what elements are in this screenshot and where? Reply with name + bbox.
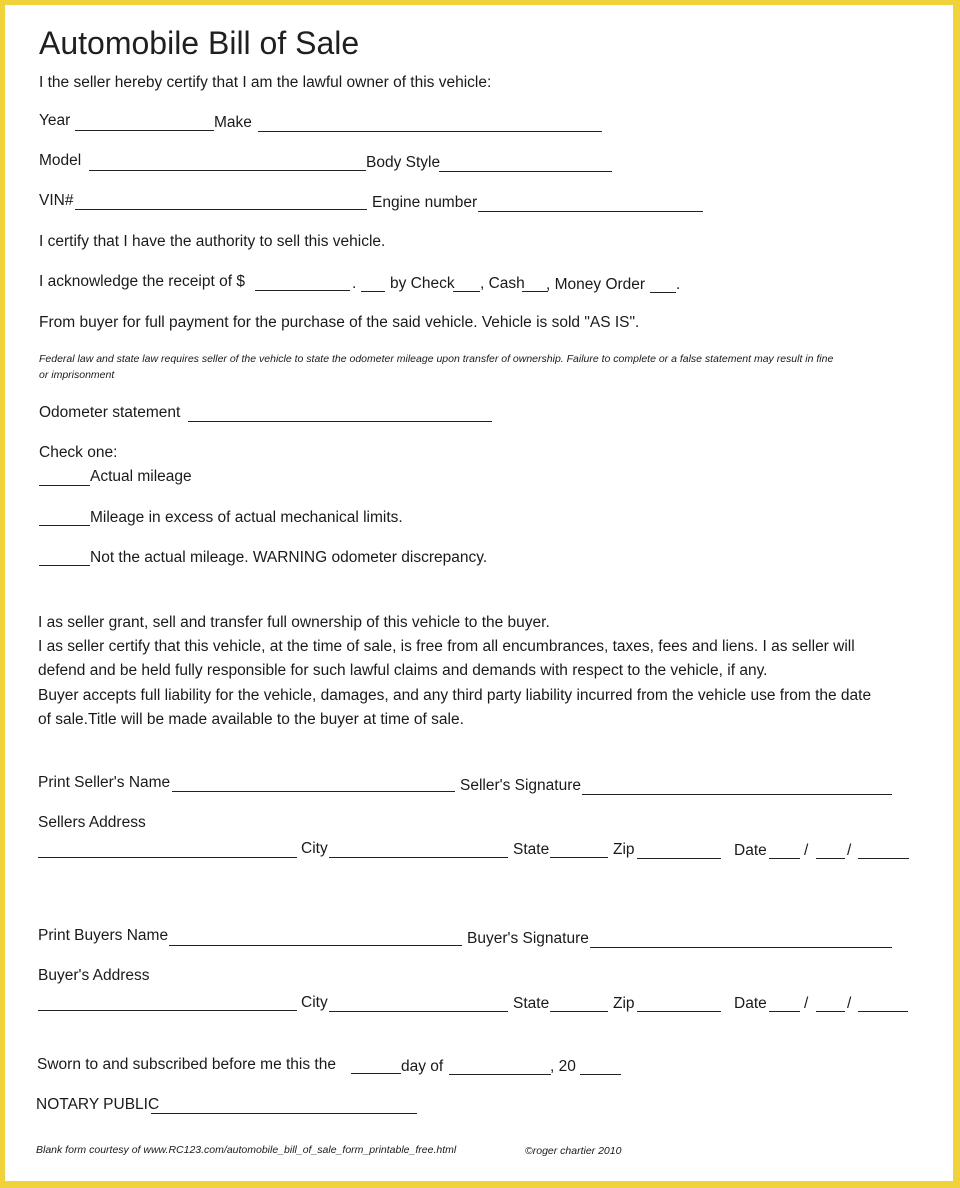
seller-date-slash-1: /	[804, 842, 809, 859]
seller-date-year-field[interactable]	[858, 858, 909, 859]
buyer-name-label: Print Buyers Name	[38, 927, 169, 944]
seller-state-label: State	[513, 841, 550, 858]
transfer-line: defend and be held fully responsible for such lawful claims and demands with respect to the vehicle, if any.	[38, 662, 768, 680]
sworn-text: Sworn to and subscribed before me this the	[37, 1056, 336, 1073]
buyer-city-field[interactable]	[329, 1011, 508, 1012]
seller-date-month-field[interactable]	[769, 858, 800, 859]
transfer-line: of sale.Title will be made available to the buyer at time of sale.	[38, 710, 464, 728]
odometer-field[interactable]	[188, 421, 492, 422]
buyer-signature-field[interactable]	[590, 947, 892, 948]
notary-field[interactable]	[151, 1113, 417, 1114]
seller-state-field[interactable]	[550, 857, 608, 858]
seller-zip-field[interactable]	[637, 858, 721, 859]
make-field[interactable]	[258, 131, 602, 132]
buyer-zip-field[interactable]	[637, 1011, 721, 1012]
by-check-label: by Check	[390, 275, 455, 292]
authority-text: I certify that I have the authority to sell this vehicle.	[39, 233, 386, 250]
engine-number-field[interactable]	[478, 211, 703, 212]
excess-mileage-checkbox[interactable]	[39, 525, 90, 526]
model-field[interactable]	[89, 170, 366, 171]
intro-text: I the seller hereby certify that I am the lawful owner of this vehicle:	[39, 74, 492, 91]
buyer-address-field[interactable]	[38, 1010, 297, 1011]
transfer-line: Buyer accepts full liability for the vehicle, damages, and any third party liability incurred from the vehicle use from the date	[38, 686, 872, 704]
body-style-field[interactable]	[439, 171, 612, 172]
seller-address-label: Sellers Address	[38, 814, 146, 831]
buyer-address-label: Buyer's Address	[38, 967, 150, 984]
receipt-label: I acknowledge the receipt of $	[39, 273, 245, 290]
seller-date-label: Date	[734, 842, 767, 859]
transfer-paragraph	[38, 611, 871, 732]
year-label: Year	[39, 112, 71, 129]
buyer-date-slash-1: /	[804, 995, 809, 1012]
sworn-month-field[interactable]	[449, 1074, 551, 1075]
cash-field[interactable]	[522, 291, 548, 292]
body-style-label: Body Style	[366, 154, 441, 171]
sworn-year-field[interactable]	[580, 1074, 621, 1075]
federal-notice-line-1: Federal law and state law requires seller of the vehicle to state the odometer mileage upon transfer of ownership. Failure to complete or a false statement may result in fine	[39, 353, 834, 365]
notary-label: NOTARY PUBLIC	[36, 1096, 160, 1113]
page-title: Automobile Bill of Sale	[39, 25, 360, 61]
buyer-date-label: Date	[734, 995, 767, 1012]
seller-signature-field[interactable]	[582, 794, 892, 795]
excess-mileage-option: Mileage in excess of actual mechanical limits.	[90, 509, 403, 526]
seller-name-label: Print Seller's Name	[38, 774, 171, 791]
buyer-date-slash-2: /	[847, 995, 852, 1012]
buyer-name-field[interactable]	[169, 945, 462, 946]
buyer-zip-label: Zip	[613, 995, 635, 1012]
transfer-line: I as seller grant, sell and transfer full ownership of this vehicle to the buyer.	[38, 614, 550, 631]
sworn-year-prefix: , 20	[550, 1058, 576, 1075]
day-of-label: day of	[401, 1058, 444, 1075]
seller-name-field[interactable]	[172, 791, 455, 792]
transfer-line: I as seller certify that this vehicle, at the time of sale, is free from all encumbrances, taxes, fees and liens. I as seller will	[38, 638, 855, 656]
full-payment-text: From buyer for full payment for the purchase of the said vehicle. Vehicle is sold "AS IS".	[39, 314, 640, 331]
actual-mileage-option: Actual mileage	[90, 468, 192, 485]
model-label: Model	[39, 152, 82, 169]
federal-notice-line-2: or imprisonment	[39, 369, 115, 381]
odometer-label: Odometer statement	[39, 404, 181, 421]
make-label: Make	[214, 114, 252, 131]
receipt-dot: .	[352, 275, 357, 292]
footer-copyright: ©roger chartier 2010	[525, 1145, 622, 1157]
buyer-city-label: City	[301, 994, 328, 1011]
sworn-day-field[interactable]	[351, 1073, 401, 1074]
vin-label: VIN#	[39, 192, 74, 209]
receipt-end: .	[676, 276, 681, 293]
receipt-cents-field[interactable]	[361, 291, 385, 292]
cash-label: , Cash	[480, 275, 525, 292]
money-order-field[interactable]	[650, 292, 676, 293]
not-actual-mileage-option: Not the actual mileage. WARNING odometer discrepancy.	[90, 549, 488, 566]
seller-city-field[interactable]	[329, 857, 508, 858]
seller-address-field[interactable]	[38, 857, 297, 858]
check-one-label: Check one:	[39, 444, 118, 461]
seller-city-label: City	[301, 840, 328, 857]
buyer-state-field[interactable]	[550, 1011, 608, 1012]
buyer-date-year-field[interactable]	[858, 1011, 908, 1012]
seller-signature-label: Seller's Signature	[460, 777, 581, 794]
receipt-dollars-field[interactable]	[255, 290, 350, 291]
check-field[interactable]	[453, 291, 480, 292]
year-field[interactable]	[75, 130, 214, 131]
buyer-state-label: State	[513, 995, 550, 1012]
vin-field[interactable]	[75, 209, 367, 210]
buyer-date-day-field[interactable]	[816, 1011, 845, 1012]
seller-date-day-field[interactable]	[816, 858, 845, 859]
engine-number-label: Engine number	[372, 194, 478, 211]
not-actual-mileage-checkbox[interactable]	[39, 565, 90, 566]
actual-mileage-checkbox[interactable]	[39, 485, 90, 486]
money-order-label: , Money Order	[546, 276, 646, 293]
buyer-date-month-field[interactable]	[769, 1011, 800, 1012]
buyer-signature-label: Buyer's Signature	[467, 930, 589, 947]
bill-of-sale-form	[5, 5, 953, 1181]
seller-zip-label: Zip	[613, 841, 635, 858]
seller-date-slash-2: /	[847, 842, 852, 859]
footer-courtesy: Blank form courtesy of www.RC123.com/automobile_bill_of_sale_form_printable_free.html	[36, 1144, 457, 1156]
